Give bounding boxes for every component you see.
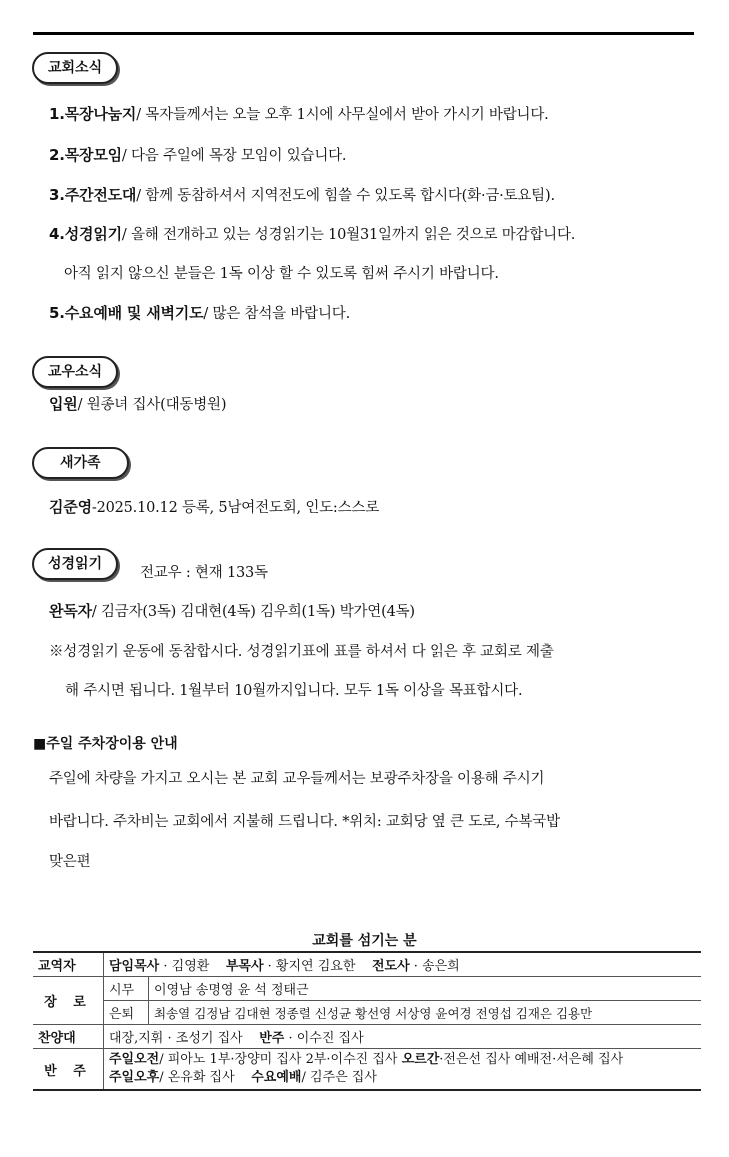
news-item-3-text: / 함께 동참하셔서 지역전도에 힘쓸 수 있도록 합시다(화·금·토요팀).	[136, 188, 555, 204]
choir-leader: 대장,지휘 · 조성기 집사	[109, 1031, 243, 1046]
wednesday-service-name: / 김주은 집사	[301, 1070, 377, 1085]
news-item-3	[49, 184, 555, 205]
parking-line-3: 맞은편	[49, 854, 91, 870]
news-item-4-head: 4.성경읽기	[49, 225, 122, 243]
members-news-line	[49, 393, 226, 414]
staff-accompanists-value	[104, 1049, 702, 1091]
news-item-5	[49, 302, 350, 323]
news-item-1-text: / 목자들께서는 오늘 오후 1시에 사무실에서 받아 가시기 바랍니다.	[136, 107, 549, 123]
sunday-afternoon-label: 주일오후	[109, 1070, 160, 1085]
organ-names: ·전은선 집사 예배전·서은혜 집사	[439, 1052, 624, 1067]
staff-title: 교회를 섬기는 분	[312, 933, 417, 949]
sunday-morning-names: / 피아노 1부·장양미 집사 2부·이수진 집사	[159, 1052, 402, 1067]
news-item-5-head: 5.수요예배 및 새벽기도	[49, 304, 204, 322]
new-family-text: -2025.10.12 등록, 5남여전도회, 인도:스스로	[91, 500, 380, 516]
bible-reading-text: / 김금자(3독) 김대현(4독) 김우희(1독) 박가연(4독)	[91, 604, 415, 620]
senior-pastor-label: 담임목사	[109, 959, 160, 974]
choir-accompanist-name: · 이수진 집사	[284, 1031, 364, 1046]
wednesday-service-label: 수요예배	[251, 1070, 302, 1085]
evangelist-label: 전도사	[371, 959, 410, 974]
elders-active-names: 이영남 송명영 윤 석 정태근	[154, 983, 309, 998]
associate-pastor-names: · 황지연 김요한	[263, 959, 356, 974]
news-item-1	[49, 103, 549, 124]
staff-role-choir: 찬양대	[33, 1025, 104, 1049]
news-item-4	[49, 223, 575, 244]
elders-retired-names: 최송열 김정남 김대현 정종렬 신성균 황선영 서상영 윤여경 전영섭 김재은 김용만	[154, 1005, 593, 1021]
new-family-line	[49, 496, 379, 517]
members-news-text: / 원종녀 집사(대동병원)	[77, 397, 227, 413]
parking-title: ■주일 주차장이용 안내	[33, 736, 178, 752]
staff-clergy-value	[104, 952, 702, 977]
news-item-2-head: 2.목장모임	[49, 146, 122, 164]
new-family-badge: 새가족	[32, 447, 129, 479]
news-item-2	[49, 144, 346, 165]
news-item-4-cont-text: 아직 읽지 않으신 분들은 1독 이상 할 수 있도록 힘써 주시기 바랍니다.	[64, 266, 499, 282]
staff-role-clergy: 교역자	[33, 952, 104, 977]
staff-choir-value	[104, 1025, 702, 1049]
elders-retired-label: 은퇴	[104, 1001, 149, 1025]
news-item-2-text: / 다음 주일에 목장 모임이 있습니다.	[121, 148, 347, 164]
news-item-5-text: / 많은 참석을 바랍니다.	[203, 306, 350, 322]
senior-pastor-name: · 김영환	[159, 959, 210, 974]
staff-row-accompanists	[33, 1049, 701, 1091]
bible-reading-badge: 성경읽기	[32, 548, 118, 580]
bible-reading-note-1: ※성경읽기 운동에 동참합시다. 성경읽기표에 표를 하셔서 다 읽은 후 교회로 제출	[49, 644, 554, 660]
sunday-afternoon-name: / 온유화 집사	[159, 1070, 239, 1085]
evangelist-name: · 송은희	[409, 959, 460, 974]
staff-row-elders-retired	[33, 1001, 701, 1025]
staff-row-elders-active	[33, 977, 701, 1001]
news-item-1-head: 1.목장나눔지	[49, 105, 137, 123]
bible-reading-head: 완독자	[49, 602, 92, 620]
elders-active-label: 시무	[104, 977, 149, 1001]
associate-pastor-label: 부목사	[225, 959, 264, 974]
parking-line-2: 바랍니다. 주차비는 교회에서 지불해 드립니다. *위치: 교회당 옆 큰 도로, 수복국밥	[49, 814, 560, 830]
members-news-head: 입원	[49, 395, 78, 413]
news-item-4-cont	[64, 262, 499, 283]
top-rule	[33, 32, 694, 35]
choir-accompanist-label: 반주	[259, 1031, 285, 1046]
news-item-4-text: / 올해 전개하고 있는 성경읽기는 10월31일까지 읽은 것으로 마감합니다.	[121, 227, 576, 243]
news-item-3-head: 3.주간전도대	[49, 186, 137, 204]
parking-line-1: 주일에 차량을 가지고 오시는 본 교회 교우들께서는 보광주차장을 이용해 주시기	[49, 771, 545, 787]
bible-reading-summary: 전교우 : 현재 133독	[140, 565, 268, 581]
organ-label: 오르간	[401, 1052, 440, 1067]
members-news-badge: 교우소식	[32, 356, 118, 388]
staff-table	[33, 951, 701, 1091]
bible-reading-note-2: 해 주시면 됩니다. 1월부터 10월까지입니다. 모두 1독 이상을 목표합시다.	[65, 683, 523, 699]
staff-row-clergy	[33, 952, 701, 977]
staff-role-accompanists: 반 주	[33, 1049, 104, 1091]
bible-reading-finishers	[49, 600, 415, 621]
staff-row-choir	[33, 1025, 701, 1049]
church-news-badge: 교회소식	[32, 52, 118, 84]
staff-role-elders: 장 로	[33, 977, 104, 1025]
new-family-head: 김준영	[49, 498, 92, 516]
sunday-morning-label: 주일오전	[109, 1052, 160, 1067]
